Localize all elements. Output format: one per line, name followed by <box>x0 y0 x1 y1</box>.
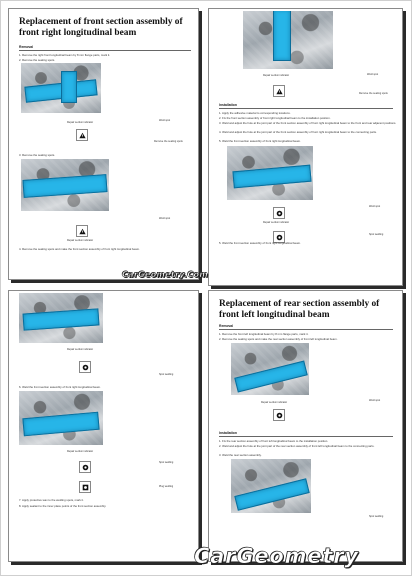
weld-symbol-icon <box>79 361 91 373</box>
legend-label: Spot welding <box>369 233 384 236</box>
beam-highlight <box>22 308 99 330</box>
step-text: 8. Apply sealant to the inner place points of the front section assembly. <box>19 504 107 508</box>
step-text: 2. Fix the front section assembly of front right longitudinal beam to the installation position. <box>219 116 331 120</box>
repair-figure <box>227 146 313 200</box>
beam-highlight <box>22 174 107 198</box>
legend-label: Spot welding <box>159 373 174 376</box>
beam-highlight <box>234 478 309 510</box>
legend-label: Weld spot <box>367 73 379 76</box>
legend-label: Spot welding <box>159 461 174 464</box>
warning-icon <box>273 85 285 97</box>
step-text: 2. Remove the sealing spots and make the rear section assembly of front left longitudinal beam. <box>219 337 338 341</box>
legend-label: Weld spot <box>369 205 381 208</box>
step-text: 5. Weld the front section assembly of front right longitudinal beam. <box>219 139 301 143</box>
repair-figure <box>19 391 103 445</box>
legend-label: Plug welding <box>159 485 174 488</box>
step-text: 7. Apply protective wax to the welding spots, mark it. <box>19 498 84 502</box>
step-text: 1. Fix the rear section assembly of front left longitudinal beam to the installation position. <box>219 439 329 443</box>
weld-symbol-icon <box>273 409 285 421</box>
weld-symbol-icon <box>79 481 91 493</box>
legend-label: Weld spot <box>369 399 381 402</box>
repair-figure <box>21 63 101 113</box>
step-text: 1. Remove the front left longitudinal beam by 8 mm flange parts, mark it. <box>219 332 309 336</box>
step-text: 2. Weld and adjust the hole at the joint part of the rear section assembly of front left longitudinal beam to the connecting parts. <box>219 444 375 448</box>
step-text: 1. Apply the adhesive material to corresponding locations. <box>219 111 291 115</box>
beam-highlight <box>234 361 307 393</box>
step-text: 2. Remove the sealing spots. <box>19 58 56 62</box>
weld-symbol-icon <box>273 207 285 219</box>
page-title: Replacement of rear section assembly of front left longitudinal beam <box>219 299 380 320</box>
legend-label: Repair section indicator <box>263 221 290 224</box>
weld-symbol-icon <box>79 461 91 473</box>
legend-label: Repair section indicator <box>67 239 94 242</box>
step-text: 6. Weld the front section assembly of front right longitudinal beam. <box>19 385 101 389</box>
page-title: Replacement of front section assembly of front right longitudinal beam <box>19 17 183 38</box>
step-text: 3. Weld and adjust the hole at the joint part of the front section assembly of front right longitudinal beam to the front and rear adjacent positions. <box>219 121 397 125</box>
legend-label: Remove the sealing spots <box>154 140 183 143</box>
step-text: 5. Weld the front section assembly of front right longitudinal beam. <box>219 241 301 245</box>
legend-label: Weld spot <box>159 217 171 220</box>
warning-icon <box>76 225 88 237</box>
beam-highlight <box>273 11 291 61</box>
section-rule <box>219 436 393 437</box>
watermark-logo: CarGeometry.Com <box>122 270 208 279</box>
step-text: 4. Weld and adjust the hole at the joint part of the front section assembly of front right longitudinal beam to the connecting parts. <box>219 130 377 134</box>
step-text: 3. Weld the rear section assembly. <box>219 453 262 457</box>
repair-figure <box>231 459 311 513</box>
page-top-left <box>8 8 199 280</box>
section-heading: Removal <box>19 45 34 49</box>
repair-figure <box>231 343 309 395</box>
step-text: 4. Remove the sealing spots and make the front section assembly of front right longitudinal beam. <box>19 247 140 251</box>
page-bottom-left <box>8 290 199 562</box>
legend-label: Repair section indicator <box>67 450 94 453</box>
repair-figure <box>19 293 103 343</box>
legend-label: Repair section indicator <box>263 74 290 77</box>
page-bottom-right <box>208 290 403 562</box>
legend-label: Repair section indicator <box>261 401 288 404</box>
step-text: 1. Remove the right front longitudinal beam by 8 mm flange parts, mark it. <box>19 53 111 57</box>
warning-icon <box>76 129 88 141</box>
legend-label: Remove the sealing spots <box>359 92 388 95</box>
legend-label: Weld spot <box>159 119 171 122</box>
beam-highlight <box>61 71 77 103</box>
section-rule <box>219 108 393 109</box>
watermark-logo: CarGeometry <box>194 544 359 568</box>
legend-label: Spot welding <box>369 515 384 518</box>
beam-highlight <box>232 165 311 189</box>
section-rule <box>219 329 393 330</box>
section-rule <box>19 50 191 51</box>
section-heading: Installation <box>219 431 237 435</box>
section-heading: Installation <box>219 103 237 107</box>
step-text: 3. Remove the sealing spots. <box>19 153 56 157</box>
page-top-right <box>208 8 403 286</box>
repair-figure <box>243 11 333 69</box>
section-heading: Removal <box>219 324 234 328</box>
repair-figure <box>21 159 109 211</box>
beam-highlight <box>22 412 99 437</box>
legend-label: Repair section indicator <box>67 348 94 351</box>
legend-label: Repair section indicator <box>67 121 94 124</box>
